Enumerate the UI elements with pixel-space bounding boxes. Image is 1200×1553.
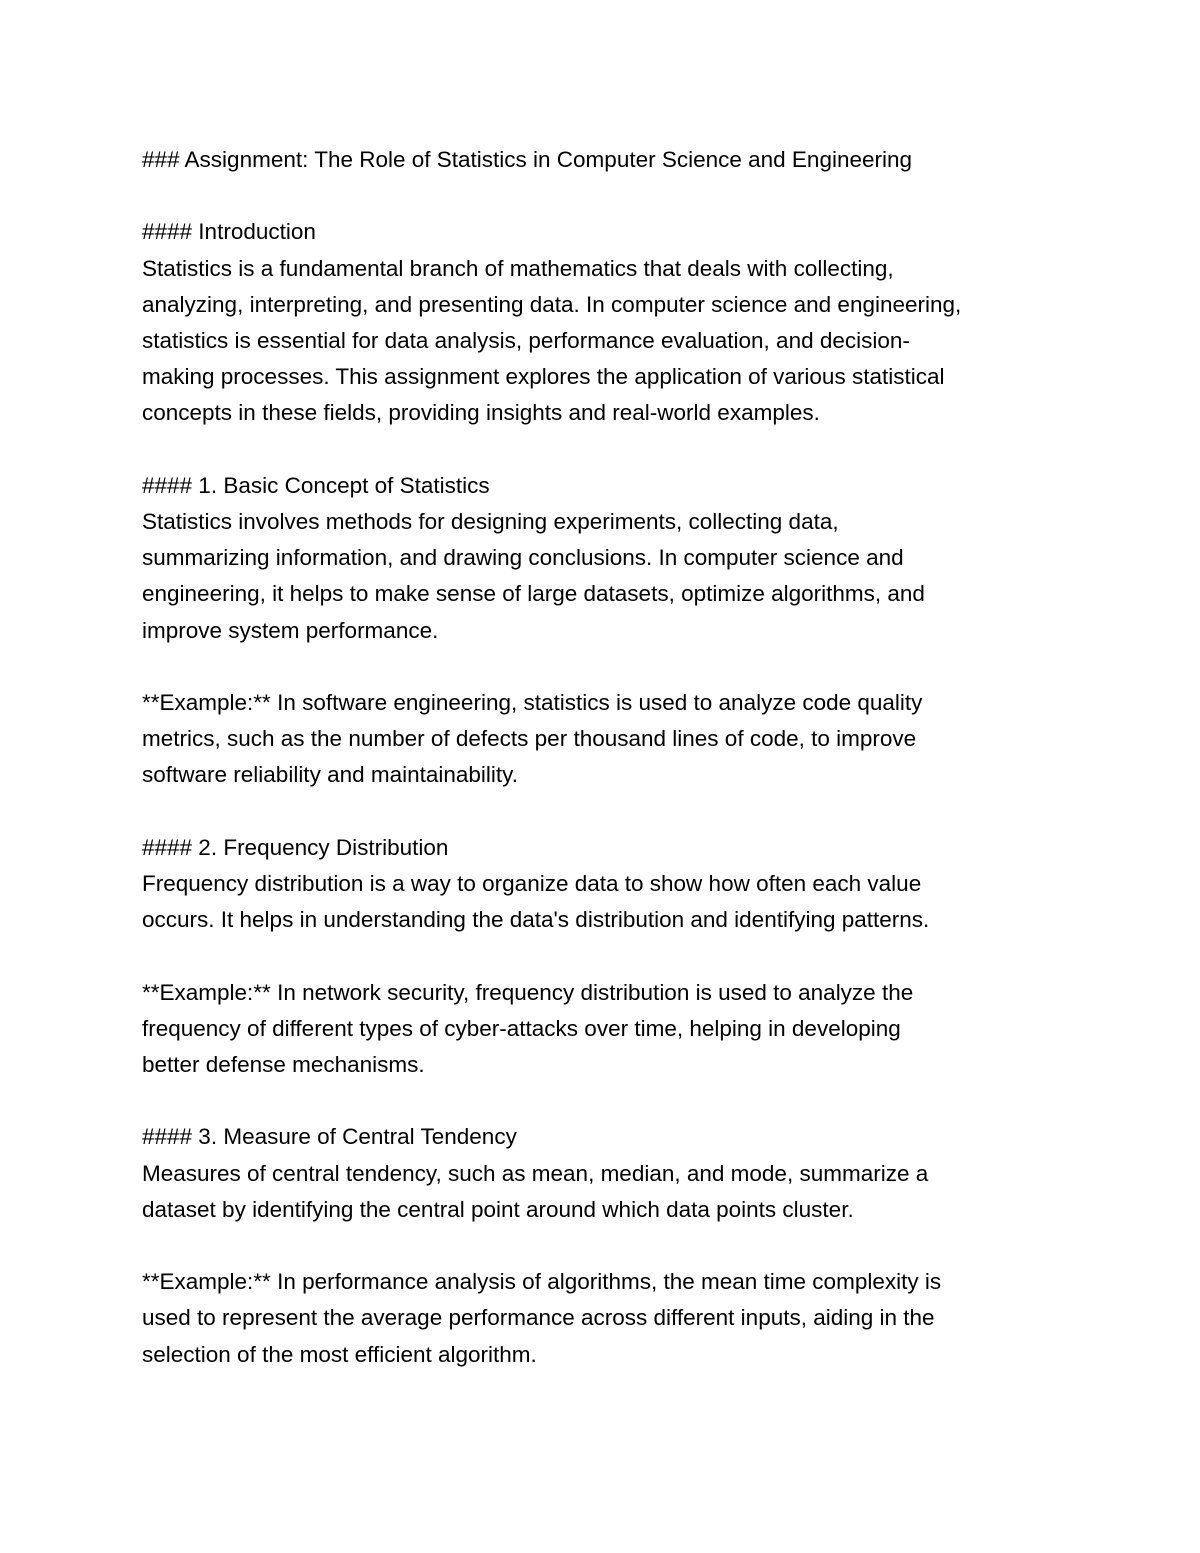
blank-line [142, 649, 1072, 685]
section1-line: engineering, it helps to make sense of large datasets, optimize algorithms, and [142, 581, 925, 607]
section2-example-line: frequency of different types of cyber-attacks over time, helping in developing [142, 1015, 901, 1041]
section3-example-line: selection of the most efficient algorithm. [142, 1341, 537, 1367]
introduction-line: statistics is essential for data analysis, performance evaluation, and decision- [142, 328, 910, 353]
section3-line: dataset by identifying the central point around which data points cluster. [142, 1196, 854, 1222]
introduction-line: Statistics is a fundamental branch of mathematics that deals with collecting, [142, 255, 894, 281]
introduction-line: making processes. This assignment explores the application of various statistical [142, 364, 945, 390]
blank-line [142, 1083, 1072, 1119]
section2-heading: #### 2. Frequency Distribution [142, 834, 449, 860]
introduction-heading: #### Introduction [142, 219, 316, 245]
section1-example-line: metrics, such as the number of defects per thousand lines of code, to improve [142, 726, 917, 752]
introduction-line: concepts in these fields, providing insights and real-world examples. [142, 400, 820, 426]
section2-line: occurs. It helps in understanding the data's distribution and identifying patterns. [142, 907, 930, 933]
section1-example-line: **Example:** In software engineering, statistics is used to analyze code quality [142, 690, 923, 715]
blank-line [142, 794, 1072, 830]
section2-example-line: better defense mechanisms. [142, 1052, 425, 1077]
document-title: ### Assignment: The Role of Statistics in Computer Science and Engineering [142, 147, 913, 172]
section3-example-line: **Example:** In performance analysis of algorithms, the mean time complexity is [142, 1269, 942, 1295]
section3-line: Measures of central tendency, such as mean, median, and mode, summarize a [142, 1160, 929, 1186]
blank-line [142, 178, 1072, 214]
blank-line [142, 1228, 1072, 1264]
section1-example-line: software reliability and maintainability. [142, 762, 519, 788]
section3-heading: #### 3. Measure of Central Tendency [142, 1124, 517, 1150]
section1-heading: #### 1. Basic Concept of Statistics [142, 472, 490, 498]
blank-line [142, 938, 1072, 974]
section1-line: improve system performance. [142, 617, 439, 643]
document-body [142, 142, 1072, 1373]
section2-example-line: **Example:** In network security, frequency distribution is used to analyze the [142, 979, 914, 1005]
section1-line: Statistics involves methods for designing experiments, collecting data, [142, 509, 839, 534]
section2-line: Frequency distribution is a way to organize data to show how often each value [142, 871, 922, 896]
introduction-line: analyzing, interpreting, and presenting data. In computer science and engineering, [142, 291, 962, 317]
section1-line: summarizing information, and drawing conclusions. In computer science and [142, 545, 904, 571]
section3-example-line: used to represent the average performance across different inputs, aiding in the [142, 1305, 935, 1331]
blank-line [142, 432, 1072, 468]
